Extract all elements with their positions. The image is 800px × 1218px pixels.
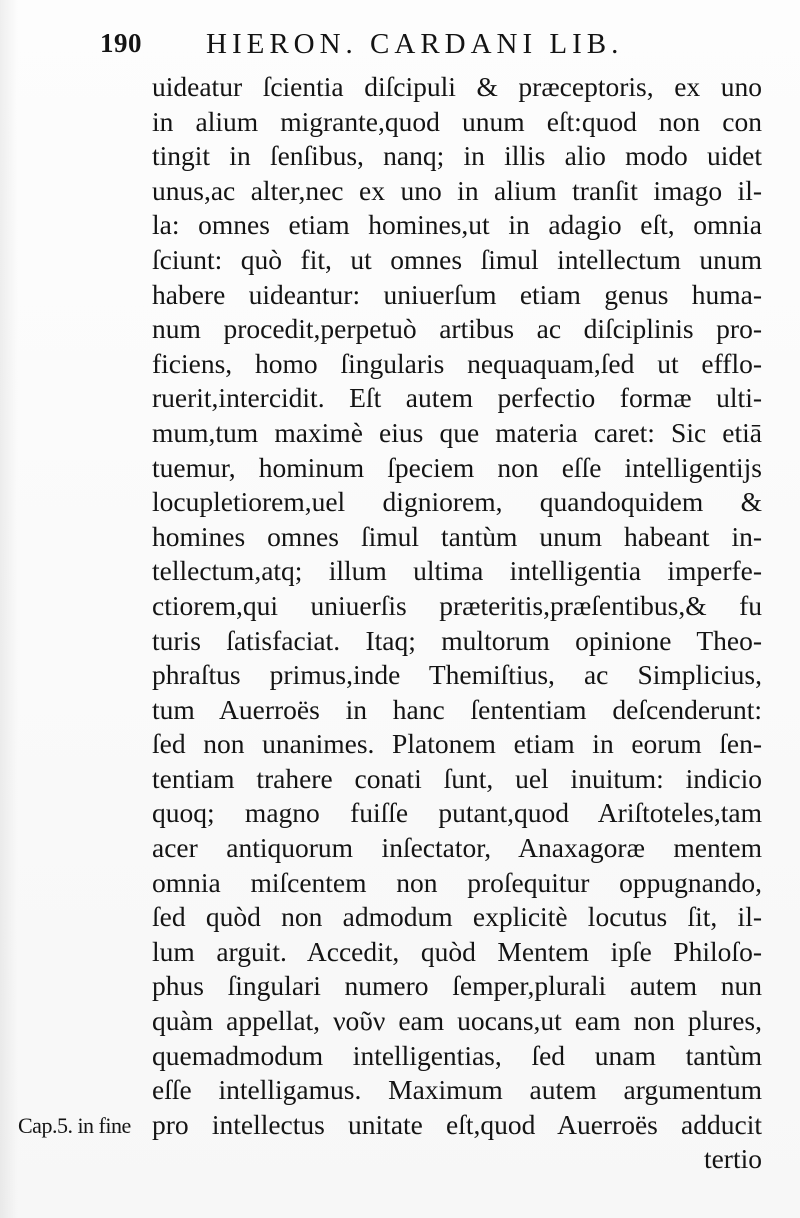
text-line: quàm appellat, νοῦν eam uocans,ut eam non plures,	[152, 1005, 762, 1037]
text-line: uideatur ſcientia diſcipuli & præceptoris, ex uno	[152, 71, 762, 102]
text-line: habere uideantur: uniuerſum etiam genus huma-	[152, 278, 762, 310]
text-line: tertio	[703, 1143, 762, 1175]
text-line: ſed non unanimes. Platonem etiam in eorum ſen-	[152, 728, 762, 760]
text-line: mum,tum maximè eius que materia caret: Sic etiā	[152, 416, 762, 448]
text-line: tellectum,atq; illum ultima intelligentia imperfe-	[152, 555, 762, 587]
text-line: turis ſatisfaciat. Itaq; multorum opinione Theo-	[152, 624, 762, 656]
text-line: eſſe intelligamus. Maximum autem argumentum	[152, 1074, 762, 1106]
marginal-note: Cap.5. in fine	[18, 1113, 131, 1138]
text-line: la: omnes etiam homines,ut in adagio eſt, omnia	[152, 209, 762, 241]
text-line: acer antiquorum inſectator, Anaxagoræ mentem	[152, 832, 762, 864]
text-line: ruerit,intercidit. Eſt autem perfectio formæ ulti-	[152, 382, 762, 414]
text-line: in alium migrante,quod unum eſt:quod non con	[152, 105, 762, 137]
text-line: ſed quòd non admodum explicitè locutus ſit, il-	[152, 901, 762, 933]
text-line: ſciunt: quò fit, ut omnes ſimul intellectum unum	[152, 243, 762, 275]
text-line: unus,ac alter,nec ex uno in alium tranſit imago il-	[152, 174, 762, 206]
page-header	[100, 28, 660, 62]
text-line: quemadmodum intelligentias, ſed unam tantùm	[152, 1039, 762, 1071]
running-head: HIERON. CARDANI LIB.	[206, 28, 624, 60]
text-line: locupletiorem,uel digniorem, quandoquidem &	[152, 486, 762, 518]
text-line: tuemur, hominum ſpeciem non eſſe intelligentijs	[152, 451, 762, 483]
text-line: homines omnes ſimul tantùm unum habeant in-	[152, 520, 762, 552]
text-line: lum arguit. Accedit, quòd Mentem ipſe Philoſo-	[152, 935, 762, 967]
body-text	[152, 70, 762, 1177]
text-line: num procedit,perpetuò artibus ac diſciplinis pro-	[152, 313, 762, 345]
text-line: pro intellectus unitate eſt,quod Auerroës adducit	[152, 1108, 762, 1140]
text-line: quoq; magno fuiſſe putant,quod Ariſtoteles,tam	[152, 797, 762, 829]
text-line: tingit in ſenſibus, nanq; in illis alio modo uidet	[152, 140, 762, 172]
text-line: tum Auerroës in hanc ſententiam deſcenderunt:	[152, 693, 762, 725]
text-line: omnia miſcentem non proſequitur oppugnando,	[152, 866, 762, 898]
page-number: 190	[100, 28, 142, 58]
text-line: phraſtus primus,inde Themiſtius, ac Simplicius,	[152, 659, 762, 691]
text-line: tentiam trahere conati ſunt, uel inuitum: indicio	[152, 762, 762, 794]
text-line: ctiorem,qui uniuerſis præteritis,præſentibus,& fu	[152, 589, 762, 621]
text-line: ficiens, homo ſingularis nequaquam,ſed ut efflo-	[152, 347, 762, 379]
text-line: phus ſingulari numero ſemper,plurali autem nun	[152, 970, 762, 1002]
